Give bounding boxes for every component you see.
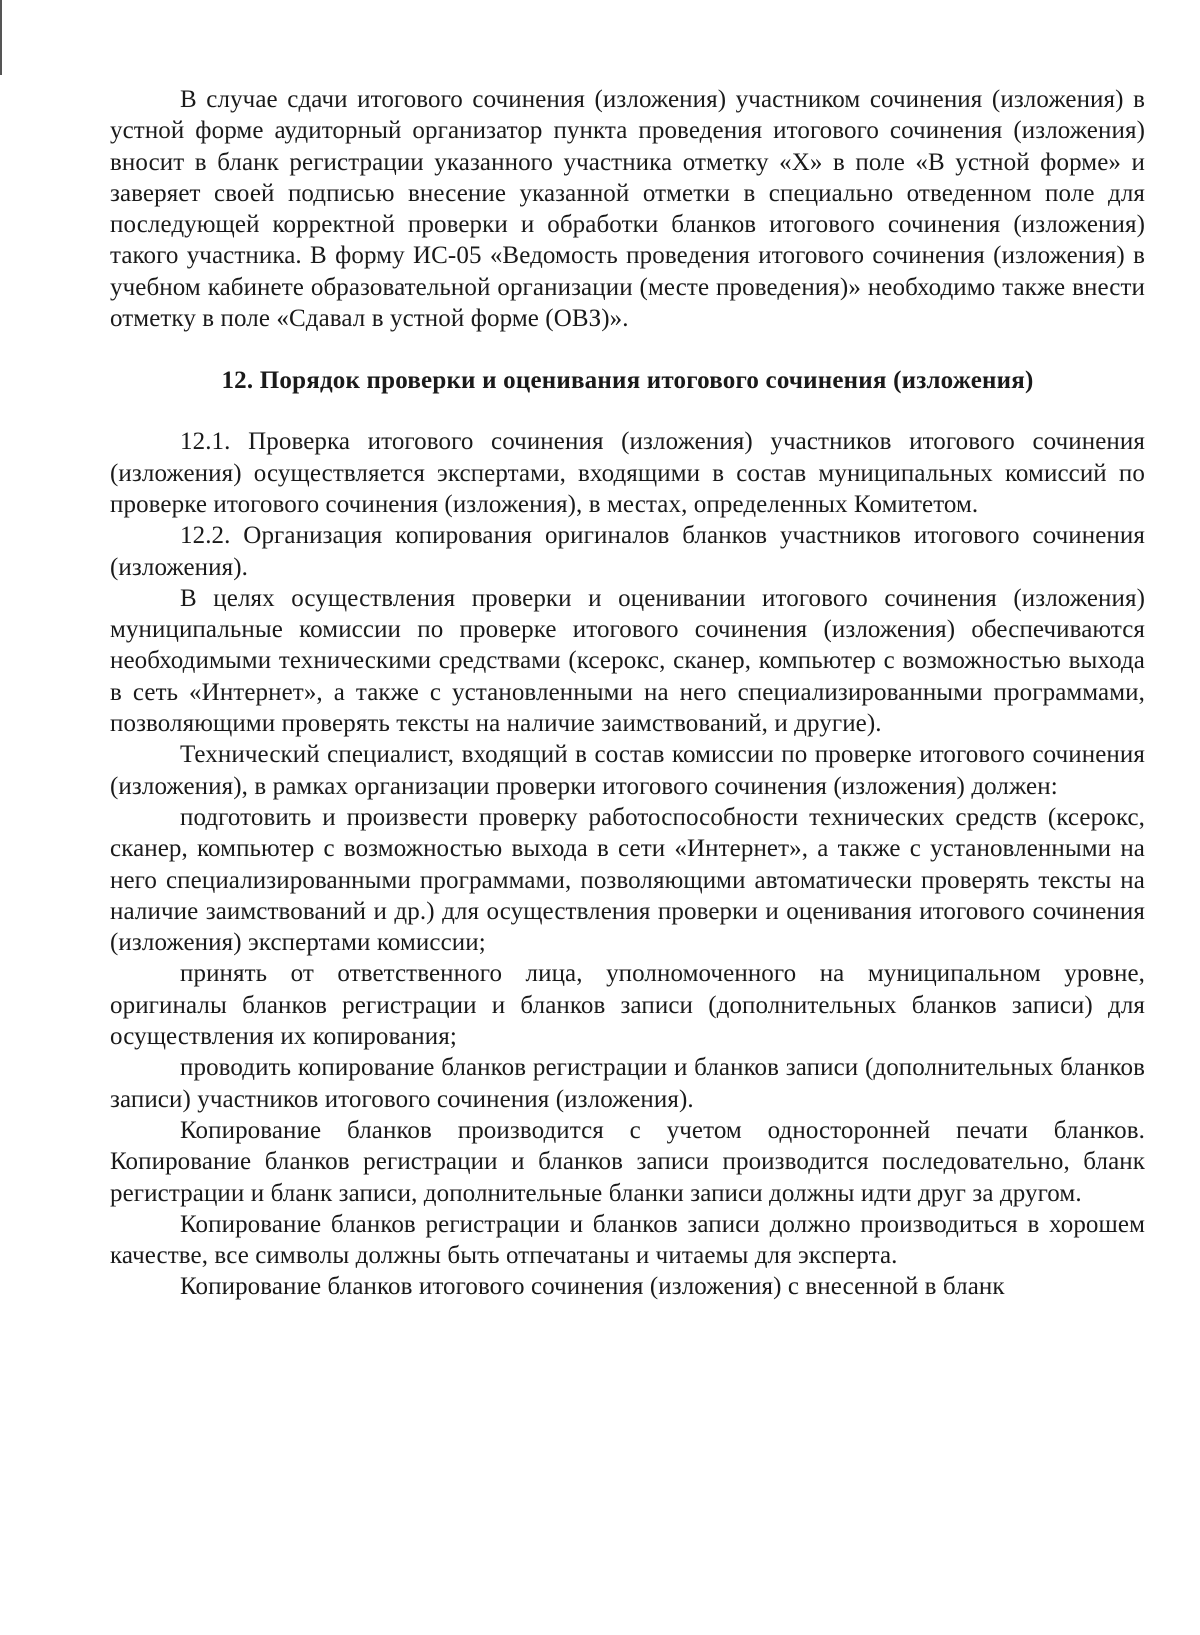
paragraph-technical-specialist: Технический специалист, входящий в состав комиссии по проверке итогового сочинения (изложения), в рамках организации проверки итогового сочинения (изложения) должен:: [110, 741, 1145, 800]
scan-edge-mark: [0, 0, 2, 75]
intro-paragraph: В случае сдачи итогового сочинения (изложения) участником сочинения (изложения) в устной форме аудиторный организатор пункта проведения итогового сочинения (изложения) вносит в бланк регистрации указанного участника отметку «Х» в поле «В устной форме» и заверяет своей подписью внесение указанной отметки в специально отведенном поле для последующей корректной проверки и обработки бланков итогового сочинения (изложения) такого участника. В форму ИС-05 «Ведомость проведения итогового сочинения (изложения) в учебном кабинете образовательной организации (месте проведения)» необходимо также внести отметку в поле «Сдавал в устной форме (ОВЗ)».: [110, 86, 1145, 333]
document-page: [110, 84, 1145, 1303]
paragraph-duty-accept: принять от ответственного лица, уполномоченного на муниципальном уровне, оригиналы бланков регистрации и бланков записи (дополнительных бланков записи) для осуществления их копирования;: [110, 960, 1145, 1051]
paragraph-duty-copy: проводить копирование бланков регистрации и бланков записи (дополнительных бланков записи) участников итогового сочинения (изложения).: [110, 1054, 1145, 1113]
paragraph-copy-quality: Копирование бланков регистрации и бланков записи должно производиться в хорошем качестве, все символы должны быть отпечатаны и читаемы для эксперта.: [110, 1210, 1145, 1270]
paragraph-copy-order: Копирование бланков производится с учетом односторонней печати бланков. Копирование бланков регистрации и бланков записи производится последовательно, бланк регистрации и бланк записи, дополнительные бланки записи должны идти друг за другом.: [110, 1116, 1145, 1207]
paragraph-12-1: 12.1. Проверка итогового сочинения (изложения) участников итогового сочинения (изложения) осуществляется экспертами, входящими в состав муниципальных комиссий по проверке итогового сочинения (изложения), в местах, определенных Комитетом.: [110, 428, 1145, 518]
paragraph-12-2: 12.2. Организация копирования оригиналов бланков участников итогового сочинения (изложения).: [110, 522, 1145, 581]
paragraph-technical-means: В целях осуществления проверки и оценивании итогового сочинения (изложения) муниципальные комиссии по проверке итогового сочинения (изложения) обеспечиваются необходимыми техническими средствами (ксерокс, сканер, компьютер с возможностью выхода в сеть «Интернет», а также с установленными на него специализированными программами, позволяющими проверять тексты на наличие заимствований, и другие).: [110, 584, 1145, 738]
paragraph-duty-prepare: подготовить и произвести проверку работоспособности технических средств (ксерокс, сканер, компьютер с возможностью выхода в сети «Интернет», а также с установленными на него специализированными программами, позволяющими автоматически проверять тексты на наличие заимствований и др.) для осуществления проверки и оценивания итогового сочинения (изложения) экспертами комиссии;: [110, 803, 1145, 957]
paragraph-copy-final: Копирование бланков итогового сочинения (изложения) с внесенной в бланк: [180, 1273, 1005, 1301]
section-heading: 12. Порядок проверки и оценивания итогового сочинения (изложения): [221, 367, 1034, 395]
